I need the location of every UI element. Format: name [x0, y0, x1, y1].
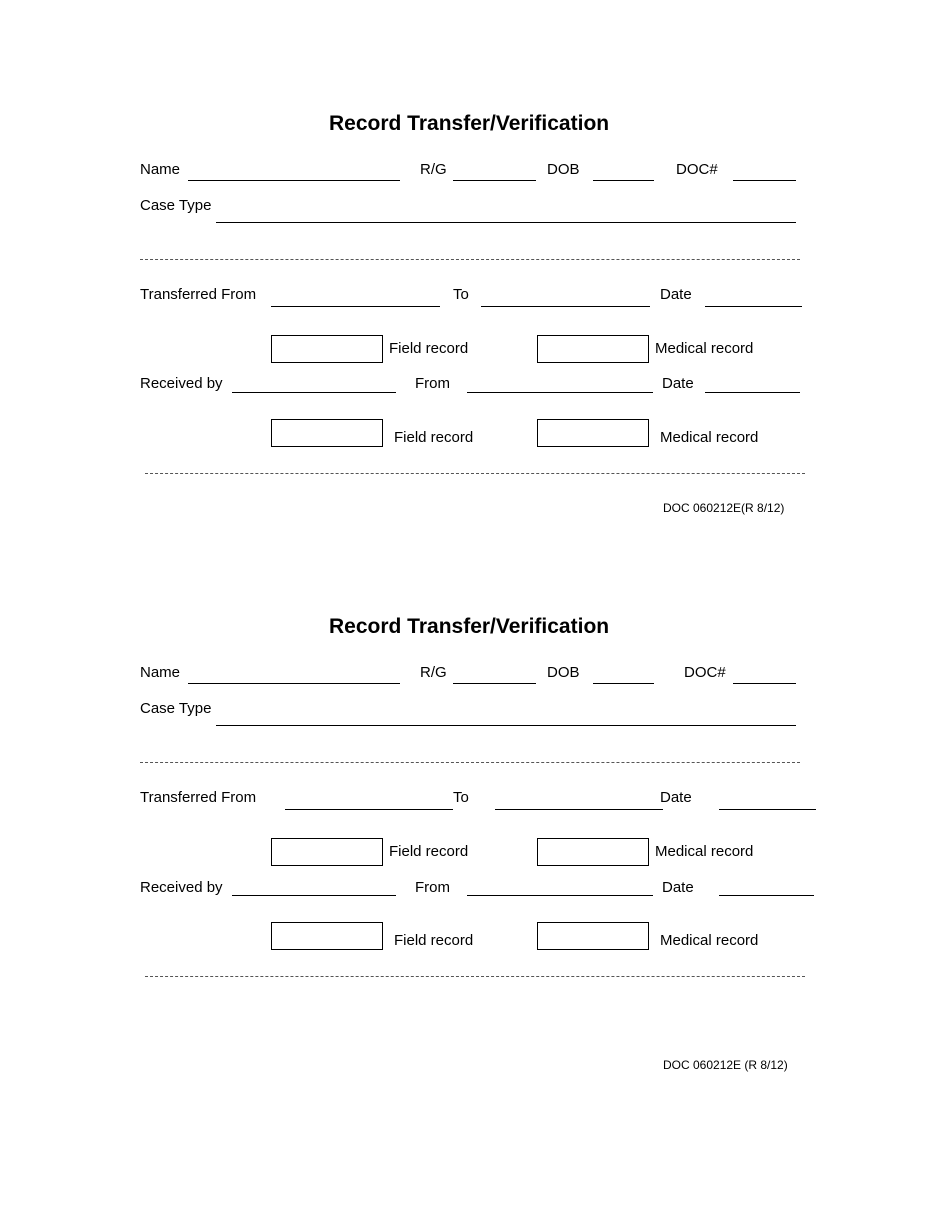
- transferred-from-field[interactable]: [271, 306, 440, 307]
- from-label: From: [415, 375, 450, 392]
- form-title: Record Transfer/Verification: [329, 112, 610, 135]
- section-divider: [140, 762, 800, 763]
- record-transfer-form-1: [0, 0, 950, 560]
- doc-number-field[interactable]: [733, 683, 796, 684]
- dob-label: DOB: [547, 664, 580, 681]
- date-field[interactable]: [705, 306, 802, 307]
- medical-record-checkbox[interactable]: [537, 838, 649, 866]
- received-date-label: Date: [662, 879, 694, 896]
- received-date-label: Date: [662, 375, 694, 392]
- received-date-field[interactable]: [719, 895, 814, 896]
- form-code: DOC 060212E (R 8/12): [663, 1058, 788, 1072]
- from-field[interactable]: [467, 392, 653, 393]
- transferred-from-label: Transferred From: [140, 286, 257, 303]
- field-record-checkbox-2[interactable]: [271, 419, 383, 447]
- from-field[interactable]: [467, 895, 653, 896]
- medical-record-label: Medical record: [655, 340, 754, 357]
- dob-label: DOB: [547, 161, 580, 178]
- medical-record-label: Medical record: [655, 843, 754, 860]
- rg-field[interactable]: [453, 683, 536, 684]
- section-divider-bottom: [145, 976, 805, 977]
- form-title: Record Transfer/Verification: [329, 615, 610, 638]
- date-label: Date: [660, 286, 692, 303]
- form-code: DOC 060212E(R 8/12): [663, 501, 785, 515]
- field-record-label: Field record: [389, 843, 469, 860]
- rg-field[interactable]: [453, 180, 536, 181]
- doc-number-field[interactable]: [733, 180, 796, 181]
- doc-number-label: DOC#: [684, 664, 726, 681]
- doc-number-label: DOC#: [676, 161, 718, 178]
- field-record-checkbox-2[interactable]: [271, 922, 383, 950]
- medical-record-checkbox-2[interactable]: [537, 419, 649, 447]
- received-by-field[interactable]: [232, 392, 396, 393]
- case-type-field[interactable]: [216, 222, 796, 223]
- field-record-label-2: Field record: [394, 932, 474, 949]
- case-type-label: Case Type: [140, 700, 212, 717]
- date-field[interactable]: [719, 809, 816, 810]
- to-field[interactable]: [481, 306, 650, 307]
- case-type-label: Case Type: [140, 197, 212, 214]
- name-field[interactable]: [188, 180, 400, 181]
- received-by-field[interactable]: [232, 895, 396, 896]
- received-by-label: Received by: [140, 375, 223, 392]
- record-transfer-form-2: [0, 503, 950, 1072]
- received-by-label: Received by: [140, 879, 223, 896]
- rg-label: R/G: [420, 664, 447, 681]
- to-label: To: [453, 286, 469, 303]
- medical-record-label-2: Medical record: [660, 429, 759, 446]
- field-record-checkbox[interactable]: [271, 335, 383, 363]
- received-date-field[interactable]: [705, 392, 800, 393]
- rg-label: R/G: [420, 161, 447, 178]
- name-label: Name: [140, 161, 181, 178]
- field-record-checkbox[interactable]: [271, 838, 383, 866]
- date-label: Date: [660, 789, 692, 806]
- name-field[interactable]: [188, 683, 400, 684]
- dob-field[interactable]: [593, 683, 654, 684]
- name-label: Name: [140, 664, 181, 681]
- medical-record-checkbox-2[interactable]: [537, 922, 649, 950]
- to-field[interactable]: [495, 809, 663, 810]
- case-type-field[interactable]: [216, 725, 796, 726]
- medical-record-checkbox[interactable]: [537, 335, 649, 363]
- section-divider: [140, 259, 800, 260]
- transferred-from-field[interactable]: [285, 809, 453, 810]
- field-record-label-2: Field record: [394, 429, 474, 446]
- to-label: To: [453, 789, 469, 806]
- medical-record-label-2: Medical record: [660, 932, 759, 949]
- field-record-label: Field record: [389, 340, 469, 357]
- section-divider-bottom: [145, 473, 805, 474]
- dob-field[interactable]: [593, 180, 654, 181]
- from-label: From: [415, 879, 450, 896]
- transferred-from-label: Transferred From: [140, 789, 257, 806]
